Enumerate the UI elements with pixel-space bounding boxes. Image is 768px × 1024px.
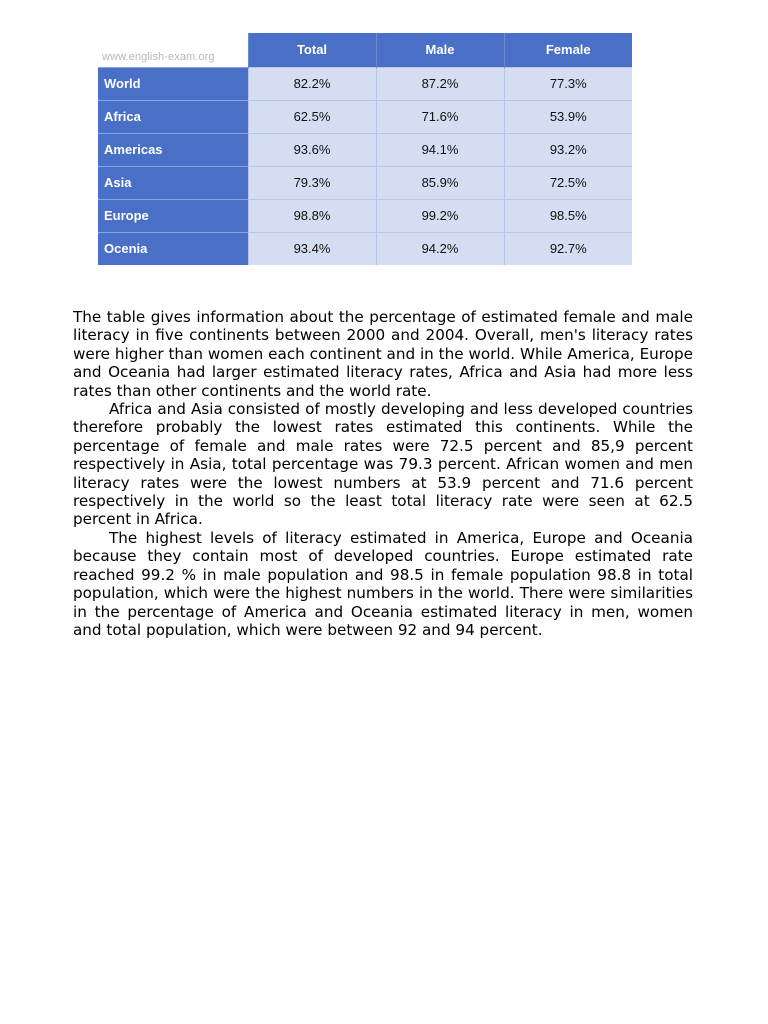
cell-male: 85.9% bbox=[376, 166, 504, 199]
cell-male: 94.2% bbox=[376, 232, 504, 265]
cell-total: 62.5% bbox=[248, 100, 376, 133]
column-header-male: Male bbox=[376, 33, 504, 67]
cell-total: 98.8% bbox=[248, 199, 376, 232]
cell-female: 92.7% bbox=[504, 232, 632, 265]
row-header-region: Africa bbox=[98, 100, 248, 133]
table-row bbox=[98, 133, 632, 166]
cell-total: 79.3% bbox=[248, 166, 376, 199]
essay-paragraph-highest-levels: The highest levels of literacy estimated in America, Europe and Oceania because they contain most of developed countries. Europe estimated rate reached 99.2 % in male population and 98.5 in female population 98.8 in total population, which were the highest numbers in the world. There were similarities in the percentage of America and Oceania estimated literacy in men, women and total population, which were between 92 and 94 percent. bbox=[73, 528, 693, 639]
row-header-region: Europe bbox=[98, 199, 248, 232]
column-header-total: Total bbox=[248, 33, 376, 67]
column-header-female: Female bbox=[504, 33, 632, 67]
watermark-text: www.english-exam.org bbox=[102, 51, 215, 63]
row-header-region: Ocenia bbox=[98, 232, 248, 265]
cell-male: 71.6% bbox=[376, 100, 504, 133]
row-header-region: World bbox=[98, 67, 248, 100]
table-row bbox=[98, 166, 632, 199]
literacy-table-figure bbox=[98, 33, 632, 271]
table-row bbox=[98, 100, 632, 133]
cell-male: 87.2% bbox=[376, 67, 504, 100]
cell-total: 93.6% bbox=[248, 133, 376, 166]
table-row bbox=[98, 67, 632, 100]
cell-female: 93.2% bbox=[504, 133, 632, 166]
cell-total: 82.2% bbox=[248, 67, 376, 100]
essay-paragraph-africa-asia: Africa and Asia consisted of mostly developing and less developed countries therefore probably the lowest rates estimated this continents. While the percentage of female and male rates were 72.5 percent and 85,9 percent respectively in Asia, total percentage was 79.3 percent. African women and men literacy rates were the lowest numbers at 53.9 percent and 71.6 percent respectively in the world so the least total literacy rate were seen at 62.5 percent in Africa. bbox=[73, 400, 693, 529]
literacy-table bbox=[98, 33, 632, 265]
row-header-region: Asia bbox=[98, 166, 248, 199]
row-header-region: Americas bbox=[98, 133, 248, 166]
table-row bbox=[98, 199, 632, 232]
cell-male: 94.1% bbox=[376, 133, 504, 166]
cell-female: 72.5% bbox=[504, 166, 632, 199]
cell-female: 98.5% bbox=[504, 199, 632, 232]
table-row bbox=[98, 232, 632, 265]
cell-female: 77.3% bbox=[504, 67, 632, 100]
essay-body bbox=[73, 308, 693, 639]
cell-male: 99.2% bbox=[376, 199, 504, 232]
essay-paragraph-intro: The table gives information about the percentage of estimated female and male literacy in five continents between 2000 and 2004. Overall, men's literacy rates were higher than women each continent and in the world. While America, Europe and Oceania had larger estimated literacy rates, Africa and Asia had more less rates than other continents and the world rate. bbox=[73, 308, 693, 400]
cell-female: 53.9% bbox=[504, 100, 632, 133]
cell-total: 93.4% bbox=[248, 232, 376, 265]
